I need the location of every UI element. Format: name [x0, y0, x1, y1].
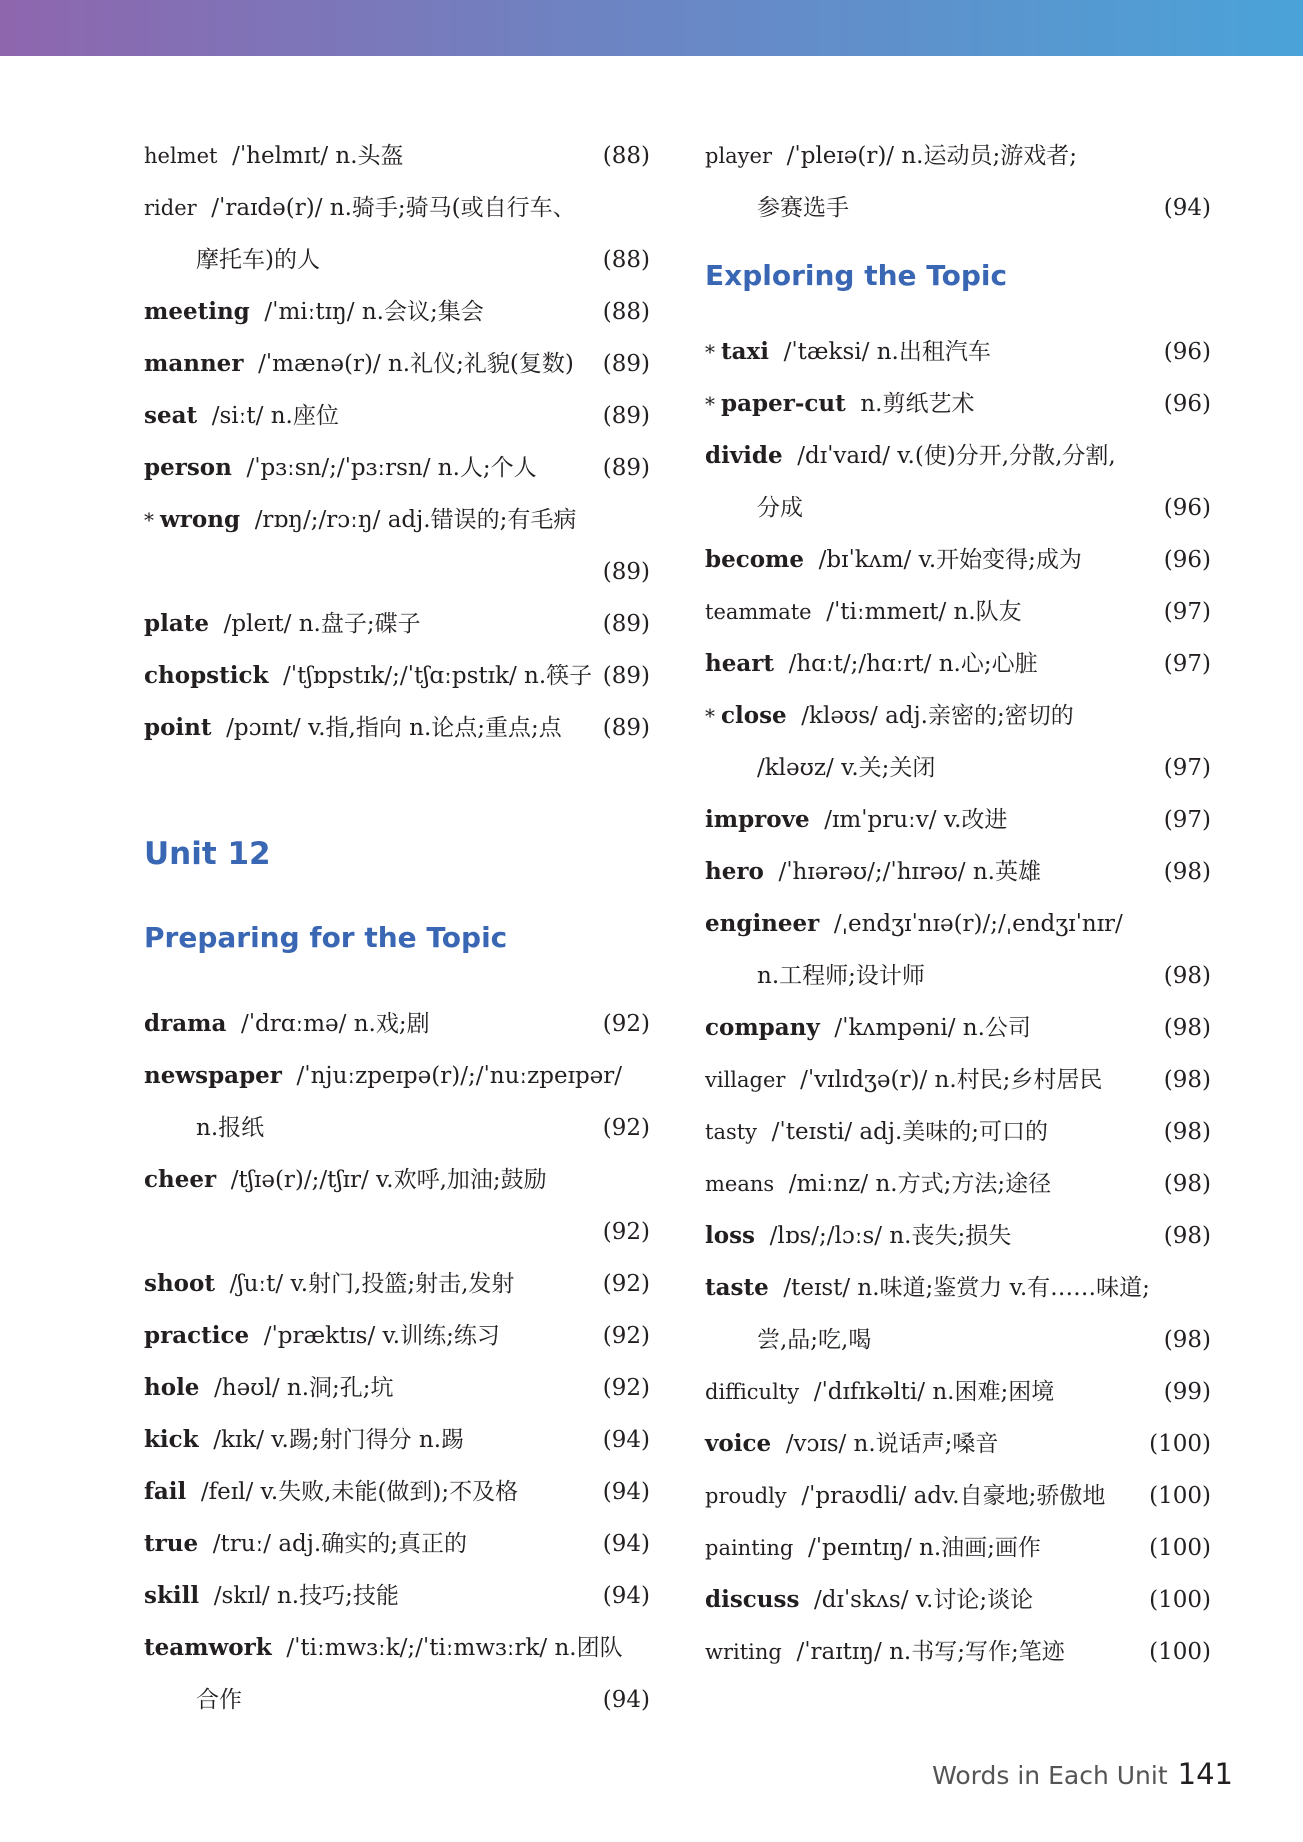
headword: newspaper: [144, 1062, 282, 1089]
definition: /ˈpræktɪs/ v.训练;练习: [263, 1323, 500, 1349]
word-entry: [144, 182, 650, 234]
headword: painting: [705, 1536, 794, 1560]
definition: /ˈpeɪntɪŋ/ n.油画;画作: [807, 1535, 1041, 1561]
word-entry: [144, 1258, 650, 1310]
definition: /ˈhelmɪt/ n.头盔: [232, 143, 404, 169]
page-reference: (98): [1163, 963, 1211, 989]
headword: taste: [705, 1274, 769, 1301]
word-entry: [144, 130, 650, 182]
right-column: [705, 130, 1211, 1678]
definition: /rɒŋ/;/rɔːŋ/ adj.错误的;有毛病: [254, 507, 577, 533]
definition: /feɪl/ v.失败,未能(做到);不及格: [200, 1479, 519, 1505]
page-reference: (94): [602, 1479, 650, 1505]
page-reference: (92): [602, 1271, 650, 1297]
definition: /ˈraɪtɪŋ/ n.书写;写作;笔迹: [796, 1639, 1065, 1665]
definition: 合作: [196, 1687, 242, 1713]
word-entry: [144, 1154, 650, 1206]
word-entry: [705, 1366, 1211, 1418]
word-entry: [705, 534, 1211, 586]
star-marker: *: [705, 704, 715, 728]
page-number: 141: [1177, 1757, 1233, 1791]
page-reference: (99): [1163, 1379, 1211, 1405]
page-reference: (92): [602, 1375, 650, 1401]
page-reference: (89): [602, 403, 650, 429]
word-entry: [144, 1310, 650, 1362]
word-entry: [144, 650, 650, 702]
word-entry: [144, 338, 650, 390]
page-reference: (100): [1149, 1431, 1211, 1457]
definition: /ˈdrɑːmə/ n.戏;剧: [240, 1011, 430, 1037]
definition: /ʃuːt/ v.射门,投篮;射击,发射: [229, 1271, 515, 1297]
headword: tasty: [705, 1120, 758, 1144]
headword: engineer: [705, 910, 820, 937]
headword: taxi: [721, 338, 769, 365]
headword: kick: [144, 1426, 199, 1453]
page-reference: (88): [602, 299, 650, 325]
page-reference: (92): [602, 1219, 650, 1245]
page-reference: (98): [1163, 1067, 1211, 1093]
definition: /kɪk/ v.踢;射门得分 n.踢: [213, 1427, 465, 1453]
left-column: [144, 130, 650, 1726]
entry-continuation: [705, 950, 1211, 1002]
definition: 参赛选手: [757, 195, 849, 221]
page-reference: (96): [1163, 547, 1211, 573]
word-entry: [144, 1570, 650, 1622]
word-entry: [144, 1050, 650, 1102]
definition: /tʃɪə(r)/;/tʃɪr/ v.欢呼,加油;鼓励: [230, 1167, 547, 1193]
footer-title: Words in Each Unit: [932, 1761, 1168, 1790]
page-reference: (92): [602, 1323, 650, 1349]
definition: /ˈraɪdə(r)/ n.骑手;骑马(或自行车、: [211, 195, 576, 221]
word-entry: [144, 390, 650, 442]
topic-heading-exploring: Exploring the Topic: [705, 259, 1008, 292]
headword: close: [721, 702, 787, 729]
definition: /pɔɪnt/ v.指,指向 n.论点;重点;点: [226, 715, 562, 741]
word-entry: [705, 794, 1211, 846]
headword: rider: [144, 196, 197, 220]
headword: cheer: [144, 1166, 217, 1193]
headword: voice: [705, 1430, 772, 1457]
definition: /ˈmiːtɪŋ/ n.会议;集会: [264, 299, 484, 325]
page-reference: (89): [602, 611, 650, 637]
word-entry: [705, 1574, 1211, 1626]
headword: loss: [705, 1222, 755, 1249]
definition: /hɑːt/;/hɑːrt/ n.心;心脏: [788, 651, 1038, 677]
page-reference: (89): [602, 351, 650, 377]
word-entry: [705, 1158, 1211, 1210]
definition: /ˈtʃɒpstɪk/;/ˈtʃɑːpstɪk/ n.筷子: [283, 663, 593, 689]
word-entry: [705, 1106, 1211, 1158]
page-reference: (96): [1163, 339, 1211, 365]
headword: true: [144, 1530, 199, 1557]
headword: proudly: [705, 1484, 787, 1508]
definition: /ˈpraʊdli/ adv.自豪地;骄傲地: [801, 1483, 1106, 1509]
page-reference: (97): [1163, 807, 1211, 833]
entry-continuation: [144, 1206, 650, 1258]
page-reference: (98): [1163, 1119, 1211, 1145]
page-reference: (98): [1163, 1171, 1211, 1197]
page-reference: (94): [602, 1583, 650, 1609]
page-reference: (100): [1149, 1483, 1211, 1509]
page-reference: (94): [602, 1531, 650, 1557]
headword: player: [705, 144, 773, 168]
page-reference: (89): [602, 559, 650, 585]
headword: become: [705, 546, 805, 573]
definition: n.报纸: [196, 1115, 265, 1141]
word-list: [144, 130, 650, 754]
page-reference: (94): [1163, 195, 1211, 221]
word-entry: [705, 1054, 1211, 1106]
headword: fail: [144, 1478, 187, 1505]
word-entry: [705, 586, 1211, 638]
word-entry: [144, 1622, 650, 1674]
page-reference: (97): [1163, 755, 1211, 781]
page-reference: (96): [1163, 391, 1211, 417]
definition: /skɪl/ n.技巧;技能: [213, 1583, 399, 1609]
definition: /ˈkʌmpəni/ n.公司: [834, 1015, 1031, 1041]
definition: n.工程师;设计师: [757, 963, 925, 989]
definition: /ɪmˈpruːv/ v.改进: [824, 807, 1008, 833]
headword: villager: [705, 1068, 786, 1092]
definition: /ˈtiːmwɜːk/;/ˈtiːmwɜːrk/ n.团队: [286, 1635, 623, 1661]
headword: drama: [144, 1010, 227, 1037]
definition: /truː/ adj.确实的;真正的: [212, 1531, 467, 1557]
headword: skill: [144, 1582, 200, 1609]
headword: hero: [705, 858, 764, 885]
definition: /pleɪt/ n.盘子;碟子: [223, 611, 421, 637]
word-list: [705, 326, 1211, 1678]
headword: manner: [144, 350, 244, 377]
headword: means: [705, 1172, 775, 1196]
definition: 摩托车)的人: [196, 247, 320, 273]
page-reference: (88): [602, 143, 650, 169]
definition: /lɒs/;/lɔːs/ n.丧失;损失: [769, 1223, 1012, 1249]
page-reference: (100): [1149, 1587, 1211, 1613]
word-entry: [705, 638, 1211, 690]
definition: /dɪˈskʌs/ v.讨论;谈论: [814, 1587, 1034, 1613]
star-marker: *: [144, 508, 154, 532]
page-reference: (98): [1163, 1223, 1211, 1249]
word-entry: [144, 1518, 650, 1570]
page-reference: (97): [1163, 599, 1211, 625]
word-list: [705, 130, 1211, 234]
page-footer: [932, 1752, 1233, 1796]
definition: /ˈnjuːzpeɪpə(r)/;/ˈnuːzpeɪpər/: [296, 1063, 623, 1089]
entry-continuation: [705, 482, 1211, 534]
definition: /ˈvɪlɪdʒə(r)/ n.村民;乡村居民: [800, 1067, 1103, 1093]
definition: /ˌendʒɪˈnɪə(r)/;/ˌendʒɪˈnɪr/: [833, 911, 1123, 937]
entry-continuation: [144, 1102, 650, 1154]
headword: chopstick: [144, 662, 269, 689]
word-entry: [705, 378, 1211, 430]
headword: shoot: [144, 1270, 215, 1297]
word-entry: [144, 1362, 650, 1414]
headword: heart: [705, 650, 774, 677]
star-marker: *: [705, 340, 715, 364]
headword: meeting: [144, 298, 250, 325]
word-entry: [144, 442, 650, 494]
entry-continuation: [705, 1314, 1211, 1366]
header-banner: [0, 0, 1303, 56]
entry-continuation: [705, 742, 1211, 794]
headword: helmet: [144, 144, 218, 168]
definition: /ˈtæksi/ n.出租汽车: [783, 339, 991, 365]
entry-continuation: [144, 234, 650, 286]
word-entry: [144, 1466, 650, 1518]
definition: n.剪纸艺术: [860, 391, 975, 417]
word-entry: [705, 1262, 1211, 1314]
word-entry: [705, 1626, 1211, 1678]
page-reference: (92): [602, 1011, 650, 1037]
headword: teamwork: [144, 1634, 272, 1661]
page-reference: (96): [1163, 495, 1211, 521]
page-reference: (88): [602, 247, 650, 273]
entry-continuation: [705, 182, 1211, 234]
headword: practice: [144, 1322, 250, 1349]
headword: improve: [705, 806, 810, 833]
word-entry: [144, 598, 650, 650]
definition: /həʊl/ n.洞;孔;坑: [214, 1375, 394, 1401]
headword: hole: [144, 1374, 200, 1401]
word-entry: [705, 1418, 1211, 1470]
headword: writing: [705, 1640, 782, 1664]
page-reference: (100): [1149, 1535, 1211, 1561]
page-reference: (97): [1163, 651, 1211, 677]
definition: /kləʊz/ v.关;关闭: [757, 755, 936, 781]
star-marker: *: [705, 392, 715, 416]
word-entry: [705, 1210, 1211, 1262]
headword: person: [144, 454, 232, 481]
word-entry: [705, 1470, 1211, 1522]
definition: /siːt/ n.座位: [211, 403, 339, 429]
definition: /kləʊs/ adj.亲密的;密切的: [801, 703, 1074, 729]
headword: paper-cut: [721, 390, 846, 417]
headword: difficulty: [705, 1380, 800, 1404]
headword: divide: [705, 442, 783, 469]
entry-continuation: [144, 1674, 650, 1726]
page-reference: (94): [602, 1427, 650, 1453]
topic-heading-preparing: Preparing for the Topic: [144, 921, 508, 954]
headword: plate: [144, 610, 209, 637]
page-reference: (94): [602, 1687, 650, 1713]
word-entry: [705, 430, 1211, 482]
word-entry: [144, 702, 650, 754]
word-entry: [705, 1522, 1211, 1574]
page-reference: (98): [1163, 1015, 1211, 1041]
definition: /ˈmænə(r)/ n.礼仪;礼貌(复数): [258, 351, 574, 377]
definition: /ˈpɜːsn/;/ˈpɜːrsn/ n.人;个人: [246, 455, 537, 481]
page-reference: (92): [602, 1115, 650, 1141]
page-reference: (98): [1163, 1327, 1211, 1353]
word-entry: [705, 898, 1211, 950]
definition: /ˈteɪsti/ adj.美味的;可口的: [771, 1119, 1049, 1145]
word-entry: [144, 1414, 650, 1466]
page-reference: (98): [1163, 859, 1211, 885]
word-list: [144, 998, 650, 1726]
headword: discuss: [705, 1586, 800, 1613]
word-entry: [144, 998, 650, 1050]
definition: /bɪˈkʌm/ v.开始变得;成为: [818, 547, 1082, 573]
word-entry: [705, 846, 1211, 898]
definition: 尝,品;吃,喝: [757, 1327, 872, 1353]
word-entry: [705, 690, 1211, 742]
word-entry: [144, 286, 650, 338]
word-entry: [705, 130, 1211, 182]
headword: point: [144, 714, 212, 741]
definition: /ˈhɪərəʊ/;/ˈhɪrəʊ/ n.英雄: [778, 859, 1041, 885]
page-reference: (100): [1149, 1639, 1211, 1665]
entry-continuation: [144, 546, 650, 598]
unit-heading: Unit 12: [144, 836, 271, 872]
headword: teammate: [705, 600, 812, 624]
word-entry: [705, 326, 1211, 378]
word-entry: [144, 494, 650, 546]
definition: /dɪˈvaɪd/ v.(使)分开,分散,分割,: [797, 443, 1116, 469]
definition: 分成: [757, 495, 803, 521]
definition: /ˈtiːmmeɪt/ n.队友: [826, 599, 1022, 625]
definition: /teɪst/ n.味道;鉴赏力 v.有……味道;: [783, 1275, 1150, 1301]
definition: /vɔɪs/ n.说话声;嗓音: [785, 1431, 999, 1457]
headword: wrong: [160, 506, 241, 533]
definition: /ˈdɪfɪkəlti/ n.困难;困境: [813, 1379, 1055, 1405]
word-entry: [705, 1002, 1211, 1054]
page-reference: (89): [602, 663, 650, 689]
headword: company: [705, 1014, 820, 1041]
page-reference: (89): [602, 715, 650, 741]
definition: /miːnz/ n.方式;方法;途径: [788, 1171, 1052, 1197]
headword: seat: [144, 402, 198, 429]
page-reference: (89): [602, 455, 650, 481]
definition: /ˈpleɪə(r)/ n.运动员;游戏者;: [786, 143, 1077, 169]
